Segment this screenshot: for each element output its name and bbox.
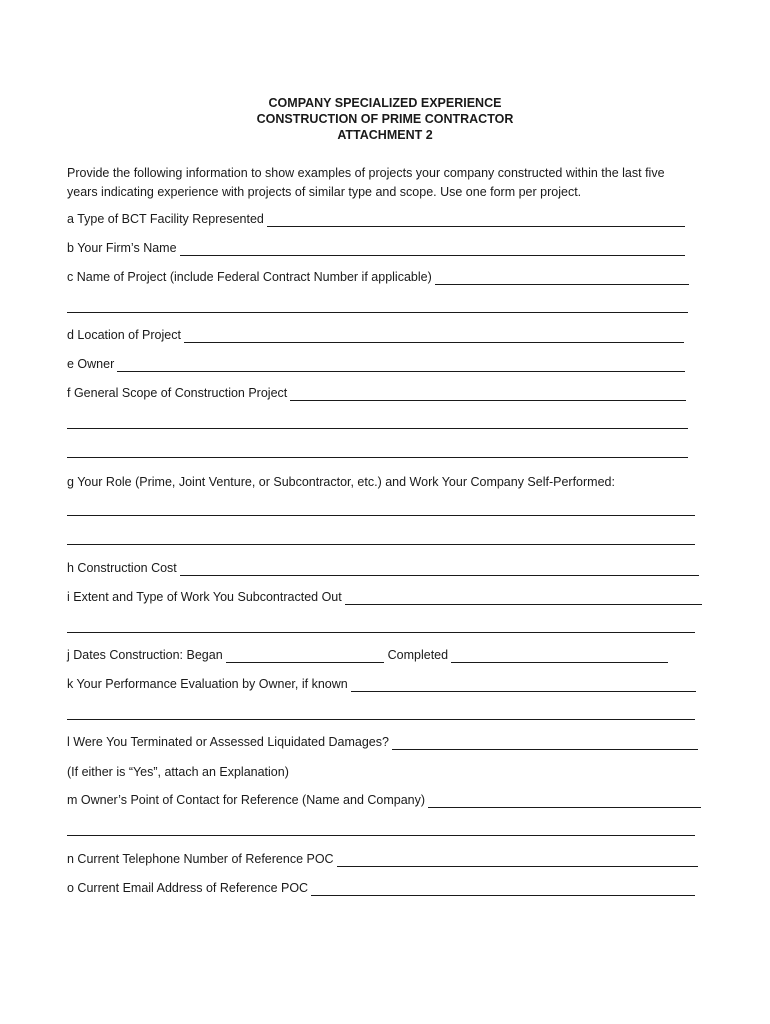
blank-line-continuation[interactable] — [67, 835, 695, 836]
blank-line[interactable] — [392, 736, 698, 750]
field-subcontracted-work[interactable] — [67, 587, 702, 605]
field-construction-dates[interactable] — [67, 645, 668, 663]
field-performance-evaluation[interactable] — [67, 674, 696, 692]
began-date-line[interactable] — [226, 649, 384, 663]
title-line-2: CONSTRUCTION OF PRIME CONTRACTOR — [256, 112, 514, 126]
blank-line-continuation[interactable] — [67, 719, 695, 720]
field-terminated-damages[interactable] — [67, 732, 698, 750]
blank-line-continuation[interactable] — [67, 457, 688, 458]
field-label-began: j Dates Construction: Began — [67, 648, 223, 662]
blank-line-continuation[interactable] — [67, 544, 695, 545]
blank-line[interactable] — [267, 213, 685, 227]
blank-line[interactable] — [117, 358, 685, 372]
explanation-note: (If either is “Yes”, attach an Explanation) — [67, 765, 289, 779]
field-label-completed: Completed — [387, 648, 449, 662]
field-poc-email[interactable] — [67, 878, 695, 896]
field-project-name[interactable] — [67, 267, 689, 285]
completed-date-line[interactable] — [451, 649, 668, 663]
field-owner-poc[interactable] — [67, 790, 701, 808]
form-title — [0, 95, 770, 143]
blank-line[interactable] — [337, 853, 698, 867]
field-label-role: g Your Role (Prime, Joint Venture, or Subcontractor, etc.) and Work Your Company Self-Performed: — [67, 475, 615, 489]
blank-line[interactable] — [345, 591, 702, 605]
blank-line-continuation[interactable] — [67, 312, 688, 313]
field-firm-name[interactable] — [67, 238, 685, 256]
field-label: m Owner’s Point of Contact for Reference (Name and Company) — [67, 793, 426, 807]
field-label: f General Scope of Construction Project — [67, 386, 288, 400]
title-line-3: ATTACHMENT 2 — [337, 128, 433, 142]
blank-line[interactable] — [311, 882, 695, 896]
field-label: d Location of Project — [67, 328, 181, 342]
field-label: i Extent and Type of Work You Subcontracted Out — [67, 590, 342, 604]
blank-line[interactable] — [290, 387, 686, 401]
blank-line[interactable] — [428, 794, 701, 808]
field-label: k Your Performance Evaluation by Owner, if known — [67, 677, 348, 691]
field-label: l Were You Terminated or Assessed Liquidated Damages? — [67, 735, 389, 749]
field-label: n Current Telephone Number of Reference POC — [67, 852, 334, 866]
field-label: o Current Email Address of Reference POC — [67, 881, 309, 895]
blank-line-continuation[interactable] — [67, 632, 695, 633]
field-label: h Construction Cost — [67, 561, 177, 575]
field-label: c Name of Project (include Federal Contract Number if applicable) — [67, 270, 432, 284]
blank-line[interactable] — [180, 562, 699, 576]
blank-line-continuation[interactable] — [67, 428, 688, 429]
field-construction-cost[interactable] — [67, 558, 699, 576]
field-label: e Owner — [67, 357, 115, 371]
field-poc-telephone[interactable] — [67, 849, 698, 867]
field-facility-type[interactable] — [67, 209, 685, 227]
title-line-1: COMPANY SPECIALIZED EXPERIENCE — [268, 96, 502, 110]
blank-line[interactable] — [435, 271, 689, 285]
blank-line[interactable] — [351, 678, 696, 692]
field-owner[interactable] — [67, 354, 685, 372]
field-label: a Type of BCT Facility Represented — [67, 212, 264, 226]
blank-line-continuation[interactable] — [67, 515, 695, 516]
blank-line[interactable] — [180, 242, 685, 256]
field-label: b Your Firm’s Name — [67, 241, 177, 255]
field-project-location[interactable] — [67, 325, 684, 343]
intro-paragraph: Provide the following information to show examples of projects your company constructed within the last five years indicating experience with projects of similar type and scope. Use one form per project. — [67, 166, 665, 199]
field-general-scope[interactable] — [67, 383, 686, 401]
blank-line[interactable] — [184, 329, 684, 343]
